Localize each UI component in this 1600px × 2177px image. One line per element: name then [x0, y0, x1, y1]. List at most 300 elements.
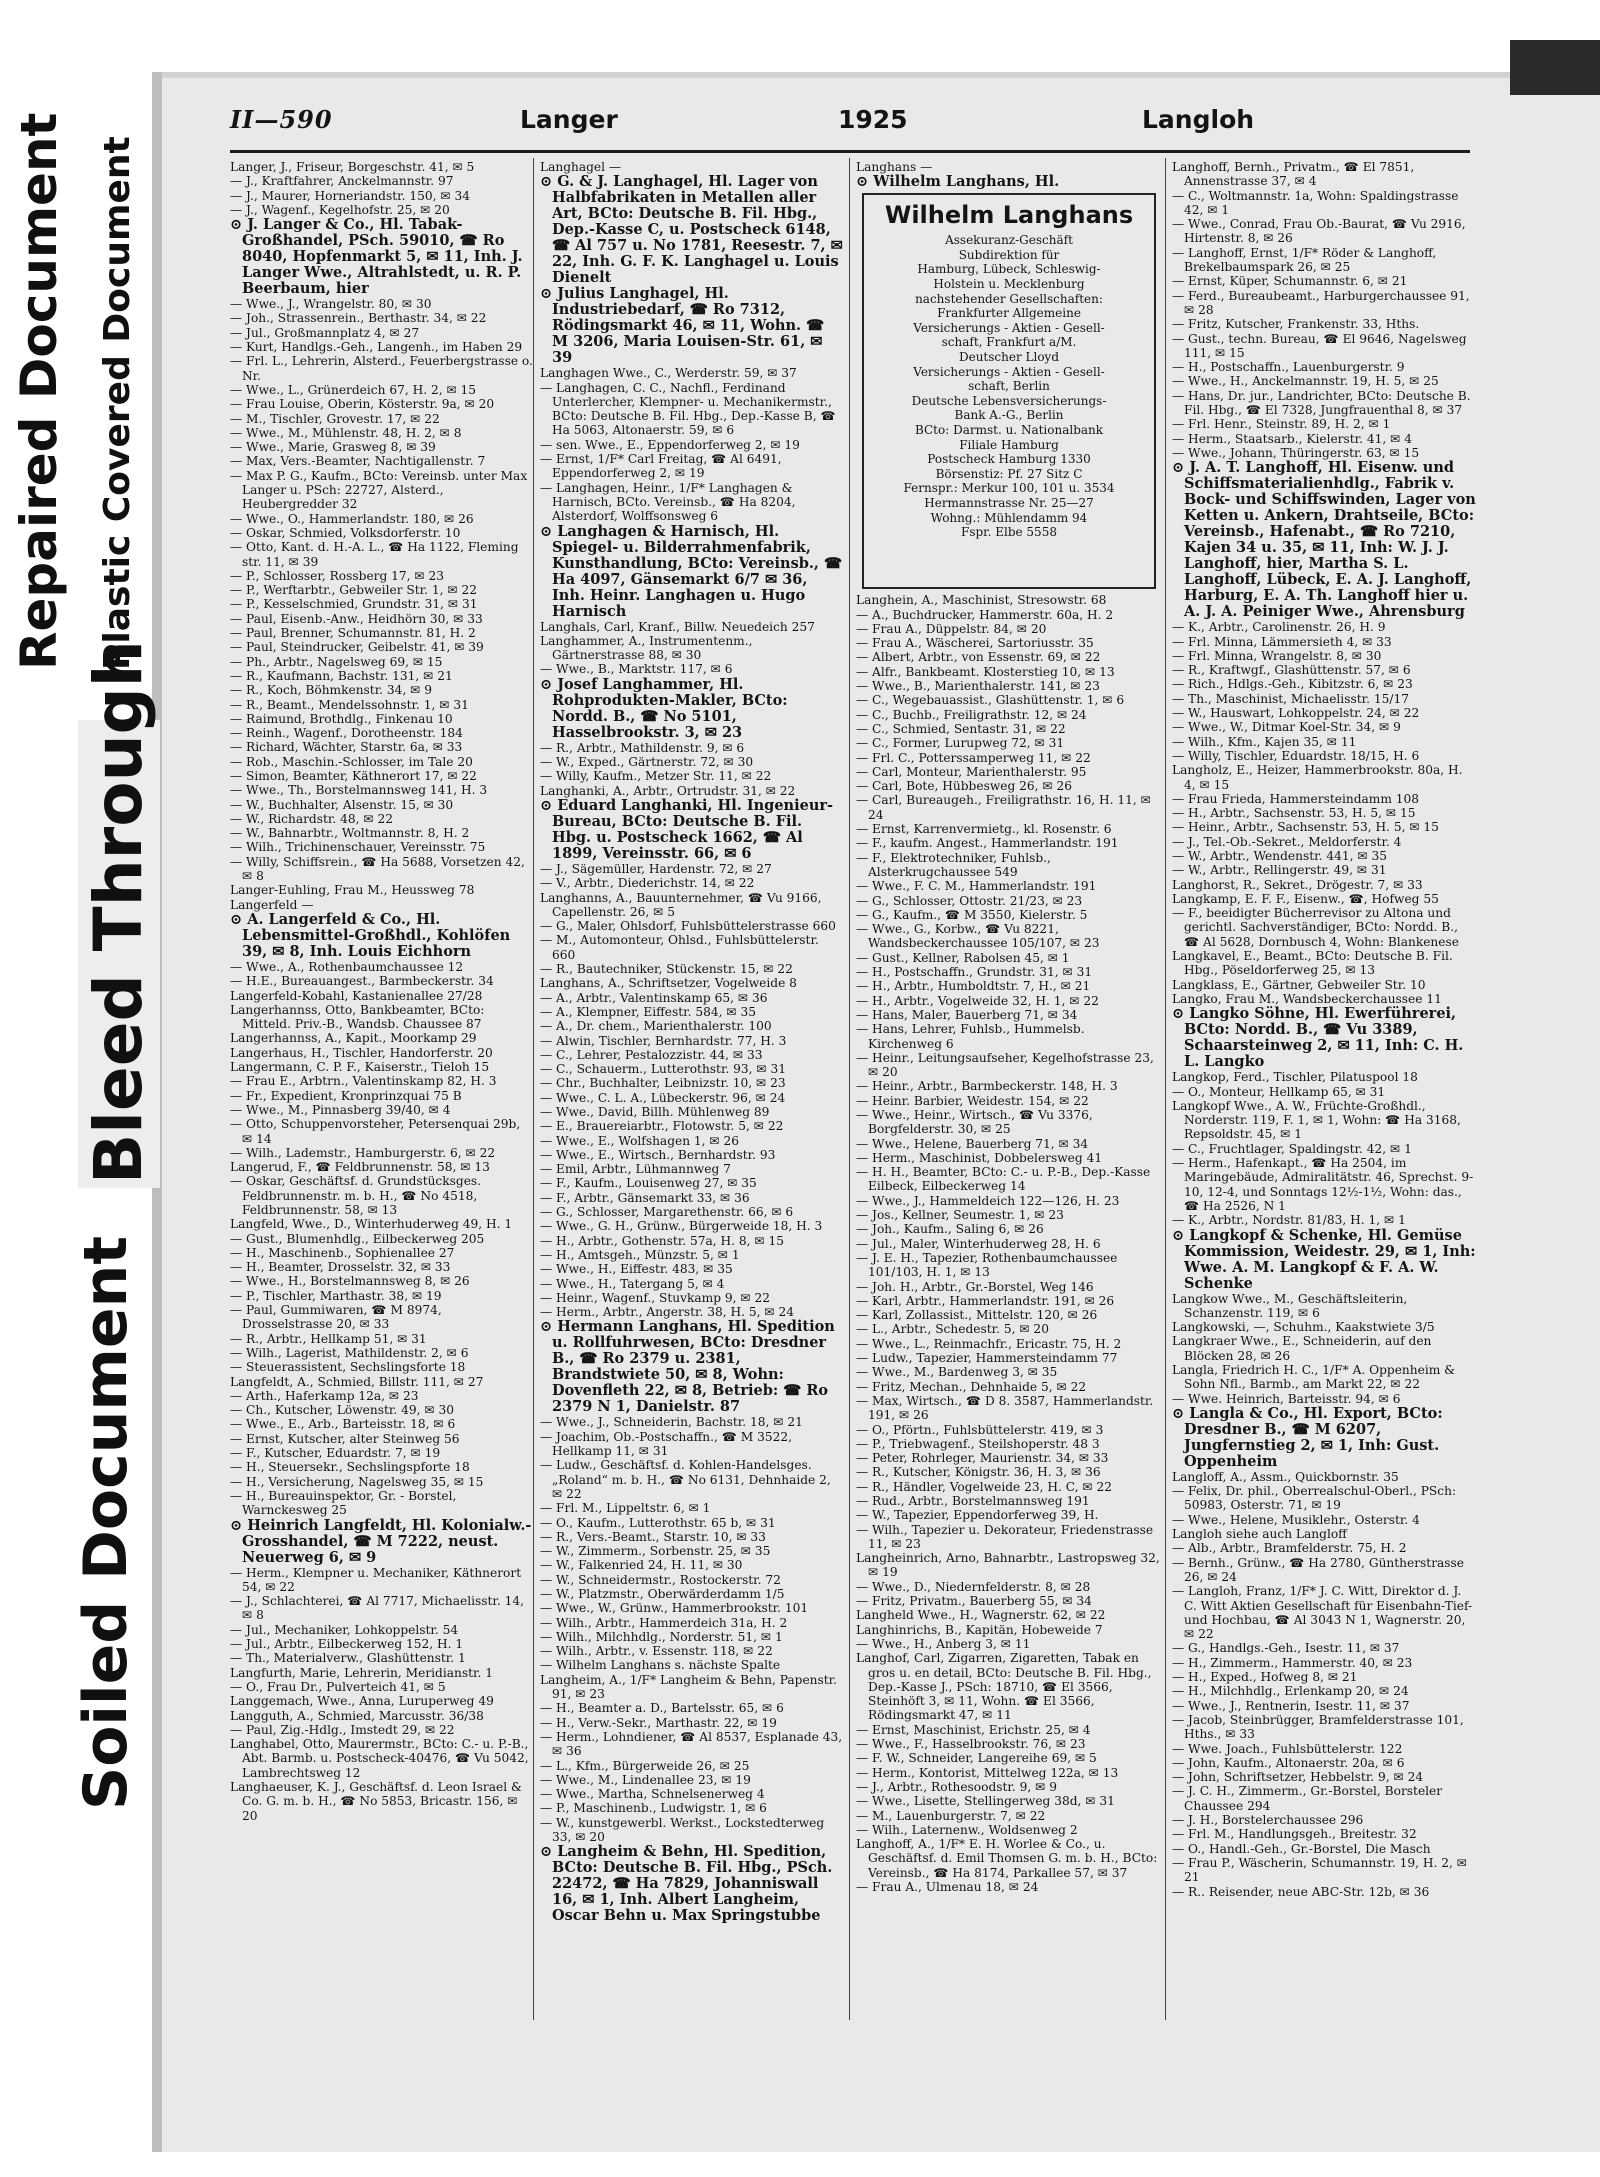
directory-entry: — C., Lehrer, Pestalozzistr. 44, ✉ 33 [540, 1047, 763, 1062]
directory-entry: Langgemach, Wwe., Anna, Luruperweg 49 [230, 1694, 494, 1709]
directory-entry: — Fritz, Mechan., Dehnhaide 5, ✉ 22 [856, 1379, 1087, 1394]
directory-entry: Langkavel, E., Beamt., BCto: Deutsche B. Fil. Hbg., Pöseldorferweg 25, ✉ 13 [1172, 949, 1453, 978]
directory-entry: — Hans, Dr. jur., Landrichter, BCto: Deutsche B. Fil. Hbg., ☎ El 7328, Jungfrauenthal 8, ✉ 37 [1172, 388, 1471, 418]
directory-entry: — Otto, Kant. d. H.-A. L., ☎ Ha 1122, Fleming str. 11, ✉ 39 [230, 540, 519, 569]
directory-entry: — Wwe., M., Pinnasberg 39/40, ✉ 4 [230, 1102, 451, 1117]
directory-entry: — sen. Wwe., E., Eppendorferweg 2, ✉ 19 [540, 437, 800, 452]
directory-entry: — Wwe., J., Rentnerin, Isestr. 11, ✉ 37 [1172, 1698, 1410, 1713]
directory-entry: — Wilh., Arbtr., v. Essenstr. 118, ✉ 22 [540, 1644, 773, 1659]
advertisement-line: schaft, Frankfurt a/M. [941, 335, 1077, 350]
directory-entry: — Arth., Haferkamp 12a, ✉ 23 [230, 1388, 419, 1403]
directory-entry: — Wilhelm Langhans s. nächste Spalte [540, 1658, 781, 1673]
directory-entry: — Emil, Arbtr., Lühmannweg 7 [540, 1162, 731, 1177]
directory-entry: — Wwe., C. L. A., Lübeckerstr. 96, ✉ 24 [540, 1090, 786, 1105]
directory-entry: — Max, Vers.-Beamter, Nachtigallenstr. 7 [230, 454, 486, 469]
directory-entry: — H., Zimmerm., Hammerstr. 40, ✉ 23 [1172, 1655, 1413, 1670]
directory-entry: Langhof, Carl, Zigarren, Zigaretten, Tabak en gros u. en detail, BCto: Deutsche B. Fil. Hbg., Dep.-Kasse J., PSch: 18710, ☎ El 3566, Steinhöft 3, ✉ 11, Wohn. ☎ El 3566, Rödingsmarkt 47, ✉ 11 [856, 1651, 1152, 1723]
directory-entry: Langheim, A., 1/F* Langheim & Behn, Papenstr. 91, ✉ 23 [540, 1672, 838, 1702]
directory-entry: Langerhannss, A., Kapit., Moorkamp 29 [230, 1031, 477, 1046]
directory-entry: — Th., Maschinist, Michaelisstr. 15/17 [1172, 691, 1409, 706]
directory-entry: — Wwe., Lisette, Stellingerweg 38d, ✉ 31 [856, 1794, 1115, 1809]
directory-entry: — Willy, Tischler, Eduardstr. 18/15, H. 6 [1172, 748, 1420, 763]
directory-entry: — W., Buchhalter, Alsenstr. 15, ✉ 30 [230, 797, 454, 812]
advertisement-line: Postscheck Hamburg 1330 [927, 452, 1091, 467]
directory-entry: Langkow Wwe., M., Geschäftsleiterin, Schanzenstr. 119, ✉ 6 [1172, 1291, 1408, 1320]
directory-entry: — Heinr., Arbtr., Barmbeckerstr. 148, H. 3 [856, 1079, 1118, 1094]
directory-entry: — Wwe., F., Hasselbrookstr. 76, ✉ 23 [856, 1737, 1086, 1752]
directory-entry: — Frl. L., Lehrerin, Alsterd., Feuerbergstrasse o. Nr. [230, 354, 533, 383]
directory-entry: — M., Lauenburgerstr. 7, ✉ 22 [856, 1808, 1046, 1823]
directory-entry: — Wwe., Martha, Schnelsenerweg 4 [540, 1787, 765, 1802]
directory-entry: — Wwe., Heinr., Wirtsch., ☎ Vu 3376, Borgfelderstr. 30, ✉ 25 [856, 1107, 1093, 1137]
directory-entry: Langguth, A., Schmied, Marcusstr. 36/38 [230, 1708, 484, 1723]
directory-entry: — W., Schneidermstr., Rostockerstr. 72 [540, 1572, 781, 1587]
directory-entry: — Frl. Henr., Steinstr. 89, H. 2, ✉ 1 [1172, 417, 1391, 432]
directory-entry: — Wwe., M., Bardenweg 3, ✉ 35 [856, 1365, 1058, 1380]
directory-entry: ⊙ Eduard Langhanki, Hl. Ingenieur-Bureau, BCto: Deutsche B. Fil. Hbg. u. Postscheck 1662, ☎ Al 1899, Vereinsstr. 66, ✉ 6 [540, 796, 834, 862]
directory-entry: — F., Elektrotechniker, Fuhlsb., Alsterkrugchaussee 549 [856, 850, 1051, 879]
page-edge-top [152, 72, 1600, 78]
directory-entry: — E., Brauereiarbtr., Flotowstr. 5, ✉ 22 [540, 1119, 784, 1134]
directory-entry: — J., Arbtr., Rothesoodstr. 9, ✉ 9 [856, 1779, 1057, 1794]
directory-entry: — Paul, Steindrucker, Geibelstr. 41, ✉ 39 [230, 640, 484, 655]
directory-entry: Langerfeld — [230, 897, 314, 912]
directory-entry: — W., Platzmstr., Oberwärderdamm 1/5 [540, 1587, 785, 1601]
directory-entry: — Jul., Arbtr., Eilbeckerweg 152, H. 1 [230, 1637, 464, 1652]
directory-entry: Langhals, Carl, Kranf., Billw. Neuedeich 257 [540, 619, 815, 634]
directory-entry: — Jos., Kellner, Seumestr. 1, ✉ 23 [856, 1208, 1064, 1223]
directory-entry: Langheld Wwe., H., Wagnerstr. 62, ✉ 22 [856, 1608, 1106, 1623]
directory-entry: — H. H., Beamter, BCto: C.- u. P.-B., Dep.-Kasse Eilbeck, Eilbeckerweg 14 [856, 1165, 1151, 1194]
directory-entry: — A., Buchdrucker, Hammerstr. 60a, H. 2 [856, 607, 1114, 622]
directory-entry: — Ch., Kutscher, Löwenstr. 49, ✉ 30 [230, 1403, 454, 1418]
directory-entry: — C., Buchb., Freiligrathstr. 12, ✉ 24 [856, 707, 1087, 722]
directory-entry: Langhoff, Bernh., Privatm., ☎ El 7851, Annenstrasse 37, ✉ 4 [1172, 160, 1415, 189]
directory-entry: — A., Dr. chem., Marienthalerstr. 100 [540, 1019, 772, 1034]
directory-entry: ⊙ Hermann Langhans, Hl. Spedition u. Rollfuhrwesen, BCto: Dresdner B., ☎ Ro 2379 u. 2381, Brandstwiete 50, ✉ 8, Wohn: Dovenfleth 22, ✉ 8, Betrieb: ☎ Ro 2379 N 1, Danielstr. 87 [540, 1318, 835, 1416]
directory-entry: — Herm., Hafenkapt., ☎ Ha 2504, im Maringebäude, Admiralitätstr. 46, Sprechst. 9-10, 12-4, und Sonntags 12½-1½, Wohn: das., ☎ Ha 2526, N 1 [1172, 1156, 1474, 1213]
advertisement-line: Deutsche Lebensversicherungs- [911, 393, 1107, 408]
directory-entry: — John, Kaufm., Altonaerstr. 20a, ✉ 6 [1172, 1755, 1405, 1770]
directory-entry: — Frau A., Düppelstr. 84, ✉ 20 [856, 621, 1047, 636]
directory-entry: — Steuerassistent, Sechslingsforte 18 [230, 1360, 466, 1375]
advertisement-line: Fspr. Elbe 5558 [961, 525, 1057, 540]
directory-entry: Langfeld, Wwe., D., Winterhuderweg 49, H. 1 [230, 1217, 513, 1232]
directory-entry: — Frl. Minna, Lämmersieth 4, ✉ 33 [1172, 634, 1392, 649]
directory-entry: — Wwe., E., Wolfshagen 1, ✉ 26 [540, 1133, 740, 1148]
directory-entry: — Willy, Schiffsrein., ☎ Ha 5688, Vorsetzen 42, ✉ 8 [230, 854, 525, 884]
directory-entry: — Alb., Arbtr., Bramfelderstr. 75, H. 2 [1172, 1541, 1407, 1556]
directory-entry: ⊙ Langko Söhne, Hl. Ewerführerei, BCto: Nordd. B., ☎ Vu 3389, Schaarsteinweg 2, ✉ 11, Inh: C. H. L. Langko [1172, 1005, 1464, 1071]
directory-entry: — Jul., Maler, Winterhuderweg 28, H. 6 [856, 1236, 1101, 1251]
directory-entry: — Langhoff, Ernst, 1/F* Röder & Langhoff, Brekelbaumspark 26, ✉ 25 [1172, 245, 1437, 275]
directory-entry: — Karl, Arbtr., Hammerlandstr. 191, ✉ 26 [856, 1293, 1115, 1308]
directory-entry: — Wwe., E., Arb., Barteisstr. 18, ✉ 6 [230, 1417, 456, 1432]
directory-entry: ⊙ Josef Langhammer, Hl. Rohprodukten-Makler, BCto: Nordd. B., ☎ No 5101, Hasselbrookstr. 3, ✉ 23 [540, 675, 788, 741]
directory-entry: ⊙ Langheim & Behn, Hl. Spedition, BCto: Deutsche B. Fil. Hbg., PSch. 22472, ☎ Ha 7829, Johanniswall 16, ✉ 1, Inh. Albert Langheim, Oscar Behn u. Max Springstubbe [540, 1843, 833, 1925]
directory-entry: — R., Bautechniker, Stückenstr. 15, ✉ 22 [540, 962, 793, 977]
directory-entry: Langerhaus, H., Tischler, Handorferstr. 20 [230, 1045, 493, 1060]
directory-entry: — Wwe., Helene, Bauerberg 71, ✉ 34 [856, 1136, 1089, 1151]
directory-entry: — R., Koch, Böhmkenstr. 34, ✉ 9 [230, 683, 433, 698]
directory-entry: — Jacob, Steinbrügger, Bramfelderstrasse 101, Hths., ✉ 33 [1172, 1712, 1464, 1742]
directory-entry: Langhanns, A., Bauunternehmer, ☎ Vu 9166, Capellenstr. 26, ✉ 5 [540, 890, 822, 919]
directory-entry: — Wwe., H., Eiffestr. 483, ✉ 35 [540, 1262, 733, 1277]
directory-entry: — Gust., Blumenhdlg., Eilbeckerweg 205 [230, 1231, 485, 1246]
directory-entry: Langloh siehe auch Langloff [1172, 1527, 1347, 1542]
directory-entry: ⊙ Wilhelm Langhans, Hl. [856, 173, 1060, 191]
directory-entry: — F., Kutscher, Eduardstr. 7, ✉ 19 [230, 1446, 441, 1461]
directory-entry: — Peter, Rohrleger, Maurienstr. 34, ✉ 33 [856, 1451, 1109, 1466]
directory-entry: — Karl, Zollassist., Mittelstr. 120, ✉ 26 [856, 1308, 1098, 1323]
directory-entry: — Wwe., J., Wrangelstr. 80, ✉ 30 [230, 297, 432, 312]
directory-entry: — Wwe., F. C. M., Hammerlandstr. 191 [856, 879, 1097, 894]
advertisement-line: Hamburg, Lübeck, Schleswig- [917, 262, 1101, 277]
directory-entry: — Herm., Arbtr., Angerstr. 38, H. 5, ✉ 24 [540, 1305, 794, 1320]
directory-entry: — Paul, Zig.-Hdlg., Imstedt 29, ✉ 22 [230, 1722, 455, 1737]
directory-entry: — J., Maurer, Horneriandstr. 150, ✉ 34 [230, 188, 470, 203]
directory-entry: — Frau A., Wäscherei, Sartoriusstr. 35 [856, 636, 1094, 651]
directory-entry: — Oskar, Schmied, Volksdorferstr. 10 [230, 525, 461, 540]
directory-entry: — Ernst, Karrenvermietg., kl. Rosenstr. 6 [856, 822, 1112, 837]
page-header [230, 105, 1470, 145]
directory-entry: — G., Schlosser, Ottostr. 21/23, ✉ 23 [856, 893, 1083, 908]
directory-entry: Langkraer Wwe., E., Schneiderin, auf den Blöcken 28, ✉ 26 [1172, 1334, 1432, 1363]
directory-entry: Langloff, A., Assm., Quickbornstr. 35 [1172, 1469, 1399, 1484]
directory-entry: — Wwe., B., Marktstr. 117, ✉ 6 [540, 662, 733, 677]
directory-entry: — O., Frau Dr., Pulverteich 41, ✉ 5 [230, 1679, 446, 1694]
advertisement-line: Subdirektion für [958, 247, 1060, 262]
directory-entry: — Ferd., Bureaubeamt., Harburgerchaussee 91, ✉ 28 [1172, 288, 1470, 317]
advertisement-line: Börsenstiz: Pf. 27 Sitz C [935, 466, 1083, 481]
directory-entry: — Joh., Strassenrein., Berthastr. 34, ✉ 22 [230, 311, 487, 326]
directory-entry: — G., Maler, Ohlsdorf, Fuhlsbüttelerstrasse 660 [540, 919, 836, 934]
directory-entry: — Jul., Großmannplatz 4, ✉ 27 [230, 325, 420, 340]
advertisement-line: Holstein u. Mecklenburg [933, 277, 1085, 292]
advertisement-line: Bank A.-G., Berlin [954, 408, 1064, 423]
directory-entry: — Heinr., Leitungsaufseher, Kegelhofstrasse 23, ✉ 20 [856, 1050, 1154, 1080]
directory-entry: — J. C. H., Zimmerm., Gr.-Borstel, Borsteler Chaussee 294 [1172, 1784, 1443, 1813]
directory-entry: — Th., Materialverw., Glashüttenstr. 1 [230, 1651, 466, 1666]
advertisement-line: BCto: Darmst. u. Nationalbank [914, 423, 1104, 438]
directory-entry: — Wwe., M., Mühlenstr. 48, H. 2, ✉ 8 [230, 425, 462, 440]
directory-entry: Langhaeuser, K. J., Geschäftsf. d. Leon Israel & Co. G. m. b. H., ☎ No 5853, Bricastr. 156, ✉ 20 [230, 1779, 522, 1823]
directory-entry: — Wwe., H., Tatergang 5, ✉ 4 [540, 1276, 725, 1291]
directory-entry: — Wwe., Th., Borstelmannsweg 141, H. 3 [230, 783, 488, 798]
directory-entry: — Wilh., Tapezier u. Dekorateur, Friedenstrasse 11, ✉ 23 [856, 1522, 1154, 1551]
directory-entry: — Jul., Mechaniker, Lohkoppelstr. 54 [230, 1622, 459, 1637]
directory-entry: Langerud, F., ☎ Feldbrunnenstr. 58, ✉ 13 [230, 1160, 490, 1175]
label-soiled-document: Soiled Document [71, 1235, 141, 1810]
directory-entry: — Paul, Brenner, Schumannstr. 81, H. 2 [230, 626, 476, 641]
directory-entry: — W., Falkenried 24, H. 11, ✉ 30 [540, 1558, 743, 1573]
directory-entry: Langhorst, R., Sekret., Drögestr. 7, ✉ 33 [1172, 877, 1423, 892]
directory-entry: — Wwe., D., Niedernfelderstr. 8, ✉ 28 [856, 1579, 1091, 1594]
directory-entry: — Frl. M., Handlungsgeh., Breitestr. 32 [1172, 1827, 1417, 1842]
directory-entry: — G., Schlosser, Margarethenstr. 66, ✉ 6 [540, 1205, 794, 1220]
directory-entry: — O., Monteur, Hellkamp 65, ✉ 31 [1172, 1084, 1386, 1099]
directory-entry: — Otto, Schuppenvorsteher, Petersenquai 29b, ✉ 14 [230, 1117, 521, 1146]
directory-entry: — H., Milchhdlg., Erlenkamp 20, ✉ 24 [1172, 1684, 1409, 1699]
directory-entry: — O., Kaufm., Lutterothstr. 65 b, ✉ 31 [540, 1515, 776, 1530]
directory-entry: — Paul, Eisenb.-Anw., Heidhörn 30, ✉ 33 [230, 611, 483, 626]
directory-entry: — Ernst, Maschinist, Erichstr. 25, ✉ 4 [856, 1722, 1091, 1737]
directory-entry: — W., Bahnarbtr., Woltmannstr. 8, H. 2 [230, 826, 470, 841]
directory-entry: — R., Kaufmann, Bachstr. 131, ✉ 21 [230, 668, 453, 683]
directory-column-2 [540, 160, 844, 2020]
advertisement-line: nachstehender Gesellschaften: [915, 291, 1103, 306]
directory-entry: — Ludw., Tapezier, Hammersteindamm 77 [856, 1351, 1118, 1366]
directory-entry: — Frau P., Wäscherin, Schumannstr. 19, H. 2, ✉ 21 [1172, 1855, 1468, 1885]
directory-column-3 [856, 160, 1160, 2020]
directory-entry: — C., Former, Lurupweg 72, ✉ 31 [856, 736, 1065, 751]
directory-entry: — Wilh., Lagerist, Mathildenstr. 2, ✉ 6 [230, 1345, 469, 1360]
directory-entry: — Albert, Arbtr., von Essenstr. 69, ✉ 22 [856, 650, 1101, 665]
directory-entry: — W., Exped., Gärtnerstr. 72, ✉ 30 [540, 755, 754, 770]
directory-entry: — J. E. H., Tapezier, Rothenbaumchaussee 101/103, H. 1, ✉ 13 [856, 1250, 1118, 1280]
directory-entry: — Fritz, Privatm., Bauerberg 55, ✉ 34 [856, 1594, 1092, 1609]
directory-entry: Langholz, E., Heizer, Hammerbrookstr. 80a, H. 4, ✉ 15 [1172, 763, 1463, 792]
directory-entry: — R., Beamt., Mendelssohnstr. 1, ✉ 31 [230, 697, 469, 712]
directory-entry: — H., Arbtr., Gothenstr. 57a, H. 8, ✉ 15 [540, 1233, 785, 1248]
directory-entry: — H., Beamter a. D., Bartelsstr. 65, ✉ 6 [540, 1701, 784, 1716]
directory-entry: — P., Triebwagenf., Steilshoperstr. 48 3 [856, 1436, 1100, 1451]
directory-entry: — Oskar, Geschäftsf. d. Grundstücksges. Feldbrunnenstr. m. b. H., ☎ No 4518, Feldbrunnenstr. 58, ✉ 13 [230, 1174, 482, 1217]
directory-entry: — Wwe., J., Hammeldeich 122—126, H. 23 [856, 1193, 1120, 1208]
directory-entry: — Ernst, 1/F* Carl Freitag, ☎ Al 6491, Eppendorferweg 2, ✉ 19 [540, 452, 782, 481]
directory-entry: Langla, Friedrich H. C., 1/F* A. Oppenheim & Sohn Nfl., Barmb., am Markt 22, ✉ 22 [1172, 1363, 1456, 1392]
directory-entry: Langhagen Wwe., C., Werderstr. 59, ✉ 37 [540, 366, 797, 381]
directory-entry: — Wwe., H., Anckelmannstr. 19, H. 5, ✉ 25 [1172, 374, 1439, 389]
label-bleed-through: Bleed Through [78, 720, 160, 1188]
directory-entry: — Wilh., Trichinenschauer, Vereinsstr. 75 [230, 840, 486, 855]
directory-entry: — Wwe., Johann, Thüringerstr. 63, ✉ 15 [1172, 445, 1420, 460]
directory-entry: — P., Tischler, Marthastr. 38, ✉ 19 [230, 1288, 442, 1303]
directory-entry: — R., Kutscher, Königstr. 36, H. 3, ✉ 36 [856, 1465, 1101, 1480]
directory-entry: — H., Maschinenb., Sophienallee 27 [230, 1245, 455, 1260]
directory-entry: — Carl, Bureaugeh., Freiligrathstr. 16, H. 11, ✉ 24 [856, 793, 1151, 822]
directory-entry: — Wwe., L., Reinmachfr., Ericastr. 75, H. 2 [856, 1336, 1122, 1351]
directory-entry: — Hans, Lehrer, Fuhlsb., Hummelsb. Kirchenweg 6 [856, 1022, 1085, 1051]
directory-entry: — Wwe., L., Grünerdeich 67, H. 2, ✉ 15 [230, 382, 477, 397]
directory-entry: Langhinrichs, B., Kapitän, Hobeweide 7 [856, 1622, 1103, 1637]
directory-entry: — Wilh., Arbtr., Hammerdeich 31a, H. 2 [540, 1615, 788, 1630]
directory-entry: — H., Arbtr., Vogelweide 32, H. 1, ✉ 22 [856, 993, 1099, 1008]
directory-entry: — H., Amtsgeh., Münzstr. 5, ✉ 1 [540, 1247, 740, 1262]
advertisement-line: Wohng.: Mühlendamm 94 [930, 510, 1088, 525]
directory-entry: — Heinr., Wagenf., Stuvkamp 9, ✉ 22 [540, 1290, 771, 1305]
directory-entry: — F., Kaufm., Louisenweg 27, ✉ 35 [540, 1176, 757, 1191]
directory-entry: — F., Arbtr., Gänsemarkt 33, ✉ 36 [540, 1190, 750, 1205]
directory-entry: ⊙ Julius Langhagel, Hl. Industriebedarf, ☎ Ro 7312, Rödingsmarkt 46, ✉ 11, Wohn. ☎ M 3206, Maria Louisen-Str. 61, ✉ 39 [540, 285, 825, 367]
directory-entry: — Wilh., Milchhdlg., Norderstr. 51, ✉ 1 [540, 1629, 783, 1644]
directory-entry: — P., Werftarbtr., Gebweiler Str. 1, ✉ 22 [230, 583, 477, 598]
directory-entry: — Wwe. Joach., Fuhlsbüttelerstr. 122 [1172, 1741, 1403, 1756]
directory-entry: — Herm., Lohndiener, ☎ Al 8537, Esplanade 43, ✉ 36 [540, 1729, 843, 1759]
directory-entry: — K., Arbtr., Carolinenstr. 26, H. 9 [1172, 620, 1386, 635]
directory-entry: — H., Beamter, Drosselstr. 32, ✉ 33 [230, 1260, 451, 1275]
directory-entry: — R., Arbtr., Mathildenstr. 9, ✉ 6 [540, 740, 745, 755]
directory-entry: — John, Schriftsetzer, Hebbelstr. 9, ✉ 24 [1172, 1770, 1424, 1785]
directory-entry: — Joachim, Ob.-Postschaffn., ☎ M 3522, Hellkamp 11, ✉ 31 [540, 1429, 793, 1459]
directory-entry: — Richard, Wächter, Starstr. 6a, ✉ 33 [230, 740, 463, 755]
directory-entry: — H., Exped., Hofweg 8, ✉ 21 [1172, 1670, 1358, 1685]
directory-entry: — J., Schlachterei, ☎ Al 7717, Michaelisstr. 14, ✉ 8 [230, 1594, 525, 1623]
directory-entry: — Wwe. Heinrich, Barteisstr. 94, ✉ 6 [1172, 1391, 1401, 1406]
directory-entry: — Langhagen, C. C., Nachfl., Ferdinand Unterlercher, Klempner- u. Mechanikermstr., BCto: Deutsche B. Fil. Hbg., Dep.-Kasse B, ☎ Ha 5063, Altonaerstr. 59, ✉ 6 [540, 380, 836, 438]
directory-entry: — Wwe., E., Wirtsch., Bernhardstr. 93 [540, 1147, 776, 1162]
directory-entry: Langheinrich, Arno, Bahnarbtr., Lastropsweg 32, ✉ 19 [856, 1551, 1160, 1580]
directory-entry: Langhabel, Otto, Maurermstr., BCto: C.- u. P.-B., Abt. Barmb. u. Postscheck-40476, ☎ Vu 5042, Lambrechtsweg 12 [230, 1737, 529, 1780]
advertisement-line: Filiale Hamburg [959, 437, 1059, 452]
directory-entry: — Wwe., J., Schneiderin, Bachstr. 18, ✉ 21 [540, 1415, 803, 1430]
directory-entry: — W., Arbtr., Rellingerstr. 49, ✉ 31 [1172, 863, 1387, 878]
directory-entry: — Ernst, Kutscher, alter Steinweg 56 [230, 1431, 460, 1446]
directory-entry: — Hans, Maler, Bauerberg 71, ✉ 34 [856, 1007, 1078, 1022]
directory-entry: ⊙ Langhagen & Harnisch, Hl. Spiegel- u. Bilderrahmenfabrik, Kunsthandlung, BCto: Vereinsb., ☎ Ha 4097, Gänsemarkt 6/7 ✉ 36, Inh. Heinr. Langhagen u. Hugo Harnisch [540, 522, 843, 620]
directory-entry: — Wwe., David, Billh. Mühlenweg 89 [540, 1104, 770, 1119]
header-year: 1925 [838, 105, 908, 134]
directory-entry: — Heinr. Barbier, Weidestr. 154, ✉ 22 [856, 1093, 1089, 1108]
directory-entry: — Wwe., H., Anberg 3, ✉ 11 [856, 1636, 1031, 1651]
directory-entry: — O., Pförtn., Fuhlsbüttelerstr. 419, ✉ 3 [856, 1422, 1104, 1437]
header-last-entry: Langloh [1142, 105, 1255, 134]
directory-entry: — Wwe., B., Marienthalerstr. 141, ✉ 23 [856, 679, 1100, 694]
directory-entry: — Herm., Maschinist, Dobbelersweg 41 [856, 1150, 1103, 1165]
column-divider [1165, 158, 1166, 2020]
directory-entry: Langkamp, E. F. F., Eisenw., ☎, Hofweg 55 [1172, 891, 1439, 906]
directory-entry: — H., Versicherung, Nagelsweg 35, ✉ 15 [230, 1474, 484, 1489]
directory-entry: — Rob., Maschin.-Schlosser, im Tale 20 [230, 754, 473, 769]
directory-entry: — F. W., Schneider, Langereihe 69, ✉ 5 [856, 1751, 1097, 1766]
directory-entry: — Frl. Minna, Wrangelstr. 8, ✉ 30 [1172, 648, 1382, 663]
directory-entry: — W., Zimmerm., Sorbenstr. 25, ✉ 35 [540, 1544, 771, 1559]
directory-entry: — H., Postschaffn., Grundstr. 31, ✉ 31 [856, 965, 1093, 980]
directory-entry: — Max, Wirtsch., ☎ D 8. 3587, Hammerlandstr. 191, ✉ 26 [856, 1393, 1154, 1423]
directory-entry: — Joh., Kaufm., Saling 6, ✉ 26 [856, 1222, 1044, 1237]
directory-entry: — Wwe., W., Grünw., Hammerbrookstr. 101 [540, 1601, 809, 1616]
directory-entry: — Wwe., G. H., Grünw., Bürgerweide 18, H. 3 [540, 1219, 823, 1234]
directory-entry: — J. H., Borstelerchaussee 296 [1172, 1813, 1364, 1828]
directory-entry: — P., Kesselschmied, Grundstr. 31, ✉ 31 [230, 597, 478, 612]
advertisement-line: schaft, Berlin [968, 379, 1050, 394]
directory-entry: — C., Schauerm., Lutterothstr. 93, ✉ 31 [540, 1062, 787, 1077]
directory-entry: — Joh. H., Arbtr., Gr.-Borstel, Weg 146 [856, 1279, 1094, 1294]
directory-entry: — Raimund, Brothdlg., Finkenau 10 [230, 711, 453, 726]
directory-entry: — Wwe., M., Lindenallee 23, ✉ 19 [540, 1772, 751, 1787]
label-plastic-covered-document: Plastic Covered Document [97, 136, 138, 670]
directory-entry: — Frau Louise, Oberin, Kösterstr. 9a, ✉ 20 [230, 397, 495, 412]
directory-entry: — Rud., Arbtr., Borstelmannsweg 191 [856, 1494, 1090, 1508]
directory-entry: Langerhannss, Otto, Bankbeamter, BCto: Mitteld. Priv.-B., Wandsb. Chaussee 87 [230, 1002, 485, 1032]
directory-entry: Langkopf Wwe., A. W., Früchte-Großhdl., Norderstr. 119, F. 1, ✉ 1, Wohn: ☎ Ha 3168, Repsoldstr. 45, ✉ 1 [1172, 1098, 1461, 1142]
directory-entry: — W., kunstgewerbl. Werkst., Lockstedterweg 33, ✉ 20 [540, 1815, 825, 1845]
directory-entry: — Wwe., W., Ditmar Koel-Str. 34, ✉ 9 [1172, 720, 1401, 735]
directory-entry: — G., Handlgs.-Geh., Isestr. 11, ✉ 37 [1172, 1641, 1400, 1656]
directory-entry: — Carl, Monteur, Marienthalerstr. 95 [856, 764, 1087, 779]
directory-entry: — Bernh., Grünw., ☎ Ha 2780, Güntherstrasse 26, ✉ 24 [1172, 1555, 1465, 1584]
directory-entry: — Wwe., H., Borstelmannsweg 8, ✉ 26 [230, 1274, 470, 1289]
directory-entry: — H., Verw.-Sekr., Marthastr. 22, ✉ 19 [540, 1715, 777, 1730]
directory-entry: Langhans, A., Schriftsetzer, Vogelweide 8 [540, 976, 797, 991]
directory-entry: Langfeldt, A., Schmied, Billstr. 111, ✉ 27 [230, 1374, 484, 1389]
directory-entry: — Ph., Arbtr., Nagelsweg 69, ✉ 15 [230, 654, 443, 669]
directory-entry: — Wwe., G., Korbw., ☎ Vu 8221, Wandsbeckerchaussee 105/107, ✉ 23 [856, 922, 1100, 951]
directory-entry: — Frau A., Ulmenau 18, ✉ 24 [856, 1880, 1039, 1895]
directory-entry: — W., Richardstr. 48, ✉ 22 [230, 811, 393, 826]
directory-entry: — M., Tischler, Grovestr. 17, ✉ 22 [230, 411, 440, 426]
directory-entry: — R., Arbtr., Hellkamp 51, ✉ 31 [230, 1331, 427, 1346]
advertisement-title: Wilhelm Langhans [884, 201, 1134, 230]
directory-entry: Langer, J., Friseur, Borgeschstr. 41, ✉ 5 [230, 160, 475, 174]
directory-entry: — Herm., Klempner u. Mechaniker, Käthnerort 54, ✉ 22 [230, 1565, 522, 1594]
directory-entry: ⊙ Langkopf & Schenke, Hl. Gemüse Kommission, Weidestr. 29, ✉ 1, Inh: Wwe. A. M. Langkopf & F. A. W. Schenke [1172, 1226, 1476, 1292]
directory-entry: ⊙ J. Langer & Co., Hl. Tabak-Großhandel, PSch. 59010, ☎ Ro 8040, Hopfenmarkt 5, ✉ 11, Inh. J. Langer Wwe., Altrahlstedt, u. R. P. Beerbaum, hier [230, 216, 523, 298]
directory-entry: — H., Arbtr., Humboldtstr. 7, H., ✉ 21 [856, 979, 1091, 994]
directory-entry: — H., Bureauinspektor, Gr. - Borstel, Warnckesweg 25 [230, 1488, 457, 1518]
directory-entry: — F., kaufm. Angest., Hammerlandstr. 191 [856, 836, 1119, 851]
directory-column-1 [230, 160, 534, 2020]
directory-entry: — R., Kraftwgf., Glashüttenstr. 57, ✉ 6 [1172, 663, 1411, 678]
directory-entry: — Ernst, Küper, Schumannstr. 6, ✉ 21 [1172, 274, 1408, 289]
directory-entry: — Fritz, Kutscher, Frankenstr. 33, Hths. [1172, 317, 1420, 332]
directory-entry: — Paul, Gummiwaren, ☎ M 8974, Drosselstrasse 20, ✉ 33 [230, 1303, 442, 1332]
advertisement-line: Versicherungs - Aktien - Gesell- [913, 364, 1105, 379]
directory-entry: — Wwe., Conrad, Frau Ob.-Baurat, ☎ Vu 2916, Hirtenstr. 8, ✉ 26 [1172, 217, 1466, 246]
directory-entry: — M., Automonteur, Ohlsd., Fuhlsbüttelerstr. 660 [540, 933, 819, 962]
directory-entry: — Wwe., Helene, Musiklehr., Osterstr. 4 [1172, 1512, 1420, 1527]
directory-entry: — W., Tapezier, Eppendorferweg 39, H. [856, 1508, 1099, 1523]
directory-entry: — H., Arbtr., Sachsenstr. 53, H. 5, ✉ 15 [1172, 806, 1416, 821]
directory-entry: — Frl. C., Potterssamperweg 11, ✉ 22 [856, 750, 1091, 765]
directory-entry: — Chr., Buchhalter, Leibnizstr. 10, ✉ 23 [540, 1076, 786, 1091]
directory-entry: — Wilh., Lademstr., Hamburgerstr. 6, ✉ 22 [230, 1145, 496, 1160]
header-rule [230, 150, 1470, 153]
directory-entry: — Reinh., Wagenf., Dorotheenstr. 184 [230, 726, 463, 741]
directory-entry: — R., Händler, Vogelweide 23, H. C, ✉ 22 [856, 1479, 1112, 1494]
directory-entry: — R.. Reisender, neue ABC-Str. 12b, ✉ 36 [1172, 1884, 1430, 1899]
directory-entry: — Frl. M., Lippeltstr. 6, ✉ 1 [540, 1501, 711, 1516]
directory-entry: — C., Schmied, Sentastr. 31, ✉ 22 [856, 721, 1066, 736]
directory-entry: — Ludw., Geschäftsf. d. Kohlen-Handelsges. „Roland“ m. b. H., ☎ No 6131, Dehnhaide 2, ✉ 22 [540, 1458, 831, 1501]
directory-entry: ⊙ Langla & Co., Hl. Export, BCto: Dresdner B., ☎ M 6207, Jungfernstieg 2, ✉ 1, Inh: Gust. Oppenheim [1172, 1404, 1443, 1470]
directory-entry: Langermann, C. P. F., Kaiserstr., Tieloh 15 [230, 1060, 490, 1075]
directory-entry: — P., Schlosser, Rossberg 17, ✉ 23 [230, 568, 445, 583]
directory-entry: — Wwe., O., Hammerlandstr. 180, ✉ 26 [230, 511, 474, 526]
directory-entry: ⊙ G. & J. Langhagel, Hl. Lager von Halbfabrikaten in Metallen aller Art, BCto: Deutsche B. Fil. Hbg., Dep.-Kasse C, u. Postscheck 6148, ☎ Al 757 u. No 1781, Reesestr. 7, ✉ 22, Inh. G. F. K. Langhagel u. Louis Dienelt [540, 173, 843, 287]
directory-entry: Langko, Frau M., Wandsbeckerchaussee 11 [1172, 991, 1442, 1006]
directory-entry: — Frau E., Arbtrn., Valentinskamp 82, H. 3 [230, 1074, 497, 1089]
directory-entry: — Langhagen, Heinr., 1/F* Langhagen & Harnisch, BCto. Vereinsb., ☎ Ha 8204, Alsterdorf, Wolffsonsweg 6 [540, 480, 796, 524]
directory-entry: ⊙ J. A. T. Langhoff, Hl. Eisenw. und Schiffsmaterialienhdlg., Fabrik v. Bock- und Schiffswinden, Lager von Ketten u. Ankern, Drahtseile, BCto: Vereinsb., Hafenabt., ☎ Ro 7210, Kajen 34 u. 35, ✉ 11, Inh: W. J. J. Langhoff, hier, Martha S. L. Langhoff, Lübeck, E. A. J. Langhoff, Harburg, E. A. Th. Langhoff hier u. A. J. A. Peiniger Wwe., Ahrensburg [1172, 459, 1476, 621]
directory-entry: — C., Wegebauassist., Glashüttenstr. 1, ✉ 6 [856, 693, 1125, 708]
directory-entry: — Herm., Kontorist, Mittelweg 122a, ✉ 13 [856, 1765, 1119, 1780]
directory-entry: — F., beeidigter Bücherrevisor zu Altona und gerichtl. Sachverständiger, BCto: Nordd. B., ☎ Al 5628, Dornbusch 4, Wohn: Blankenese [1172, 906, 1459, 949]
directory-entry: — Alfr., Bankbeamt. Klosterstieg 10, ✉ 13 [856, 664, 1115, 679]
directory-entry: — C., Fruchtlager, Spaldingstr. 42, ✉ 1 [1172, 1141, 1412, 1156]
directory-entry: — Wilh., Kfm., Kajen 35, ✉ 11 [1172, 734, 1357, 749]
directory-entry: — Felix, Dr. phil., Oberrealschul-Oberl., PSch: 50983, Osterstr. 71, ✉ 19 [1172, 1484, 1457, 1513]
directory-entry: Langkowski, —, Schuhm., Kaakstwiete 3/5 [1172, 1320, 1435, 1335]
directory-entry: — Carl, Bote, Hübbesweg 26, ✉ 26 [856, 779, 1072, 794]
advertisement-line: Frankfurter Allgemeine [937, 306, 1081, 321]
directory-entry: Langhanki, A., Arbtr., Ortrudstr. 31, ✉ 22 [540, 783, 796, 798]
directory-entry: Langhein, A., Maschinist, Stresowstr. 68 [856, 593, 1107, 608]
directory-entry: — G., Kaufm., ☎ M 3550, Kielerstr. 5 [856, 907, 1088, 922]
directory-entry: — Max P. G., Kaufm., BCto: Vereinsb. unter Max Langer u. PSch: 22727, Alsterd., Heubergredder 32 [230, 468, 528, 512]
directory-entry: — H.E., Bureauangest., Barmbeckerstr. 34 [230, 974, 494, 989]
directory-entry: — J., Tel.-Ob.-Sekret., Meldorferstr. 4 [1172, 834, 1402, 849]
